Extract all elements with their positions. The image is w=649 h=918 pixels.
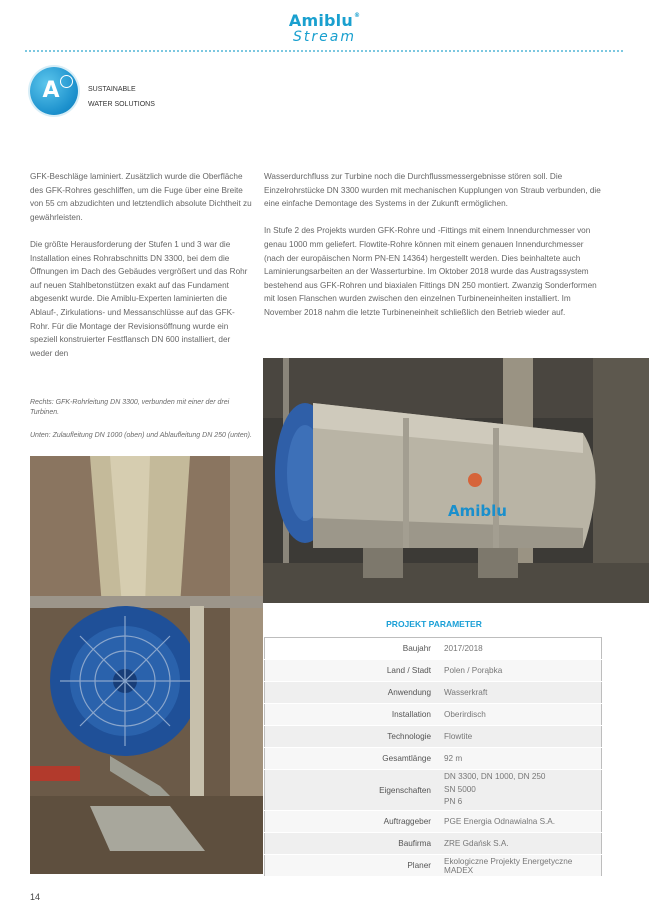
param-key: Baujahr	[265, 638, 441, 660]
table-row	[265, 833, 602, 855]
param-key: Planer	[265, 855, 441, 877]
tagline-line-1: SUSTAINABLE	[88, 86, 136, 93]
tagline	[88, 82, 155, 112]
table-row	[265, 770, 602, 811]
table-row	[265, 726, 602, 748]
param-value: PGE Energia Odnawialna S.A.	[440, 811, 602, 833]
left-column	[30, 170, 252, 374]
param-value: 2017/2018	[440, 638, 602, 660]
registered-mark: ®	[353, 12, 361, 19]
param-key: Auftraggeber	[265, 811, 441, 833]
param-value: ZRE Gdańsk S.A.	[440, 833, 602, 855]
project-parameter-table	[264, 637, 602, 877]
param-value-line: SN 5000	[444, 784, 476, 794]
right-column	[264, 170, 604, 333]
badge-letter: A	[42, 78, 60, 103]
header-divider	[25, 50, 623, 52]
table-row	[265, 660, 602, 682]
photo-turbine-room	[30, 456, 263, 874]
brand-name: Amiblu	[288, 11, 353, 30]
param-value: 92 m	[440, 748, 602, 770]
pipe-brand-label: Amiblu	[448, 502, 507, 520]
brand-logo	[0, 11, 649, 30]
page-number: 14	[30, 892, 41, 902]
table-row	[265, 638, 602, 660]
photo-pipe-dn3300	[263, 358, 649, 603]
param-value-line: PN 6	[444, 797, 463, 807]
param-key: Baufirma	[265, 833, 441, 855]
param-value: Polen / Porąbka	[440, 660, 602, 682]
caption-right-photo: Rechts: GFK-Rohrleitung DN 3300, verbunden mit einer der drei Turbinen.	[30, 399, 230, 416]
param-value: Oberirdisch	[440, 704, 602, 726]
param-value: Wasserkraft	[440, 682, 602, 704]
param-key: Installation	[265, 704, 441, 726]
right-paragraph-1: Wasserdurchfluss zur Turbine noch die Durchflussmessergebnisse stören soll. Die Einzelrohrstücke DN 3300 wurden mit mechanischen Kupplungen von Straub verbunden, die eine einfache Demontage des Systems in der Zukunft ermöglichen.	[264, 172, 601, 209]
table-row	[265, 682, 602, 704]
param-value: Flowtite	[440, 726, 602, 748]
param-key: Technologie	[265, 726, 441, 748]
right-paragraph-2: In Stufe 2 des Projekts wurden GFK-Rohre und -Fittings mit einem Innendurchmesser von genau 1000 mm geliefert. Flowtite-Rohre können mit einem genauen Innendurchmesser (nach der europäischen Norm PN-EN 14364) hergestellt werden. Dies beinhaltete auch Laminierungsarbeiten an der Wasserturbine. Im Oktober 2018 wurde das Austragssystem bestehend aus GFK-Rohren und biaxialen Fittings DN 250 montiert. Zwanzig Sonderformen mit losen Flanschen wurden zwischen den einzelnen Turbineneinheiten installiert. Im November 2018 nahm die letzte Turbineneinheit schließlich den Betrieb wieder auf.	[264, 226, 597, 317]
table-row	[265, 704, 602, 726]
param-key: Gesamtlänge	[265, 748, 441, 770]
param-value-line: DN 3300, DN 1000, DN 250	[444, 772, 546, 782]
table-row	[265, 855, 602, 877]
table-row	[265, 748, 602, 770]
param-value	[440, 770, 602, 811]
param-key: Land / Stadt	[265, 660, 441, 682]
tagline-line-2: WATER SOLUTIONS	[88, 101, 155, 108]
table-row	[265, 811, 602, 833]
left-paragraph-1: GFK-Beschläge laminiert. Zusätzlich wurde die Oberfläche des GFK-Rohres geschliffen, um die Fuge über eine Breite von 55 cm abzudichten und letztendlich absolute Dichtheit zu gewährleisten.	[30, 172, 252, 222]
brand-subtitle: Stream	[293, 29, 356, 45]
globe-icon	[60, 75, 73, 88]
caption-lower-photo: Unten: Zulaufleitung DN 1000 (oben) und Ablaufleitung DN 250 (unten).	[30, 432, 252, 439]
left-paragraph-2: Die größte Herausforderung der Stufen 1 und 3 war die Installation eines Rohrabschnitts DN 3300, bei dem die Öffnungen im Dach des Gebäudes vergrößert und das Rohr auf neuen Stahlbetonstützen exakt auf das Fundament abgesenkt wurde. Die Amiblu-Experten laminierten die Ablauf-, Zirkulations- und Messanschlüsse auf das GFK-Rohr. Für die Montage der Revisionsöffnung wurde ein speziell konstruierter Festflansch DN 600 installiert, der weder den	[30, 239, 248, 358]
project-parameter-title: PROJEKT PARAMETER	[386, 619, 482, 629]
param-key: Eigenschaften	[265, 770, 441, 811]
param-key: Anwendung	[265, 682, 441, 704]
param-value: Ekologiczne Projekty Energetyczne MADEX	[440, 855, 602, 877]
